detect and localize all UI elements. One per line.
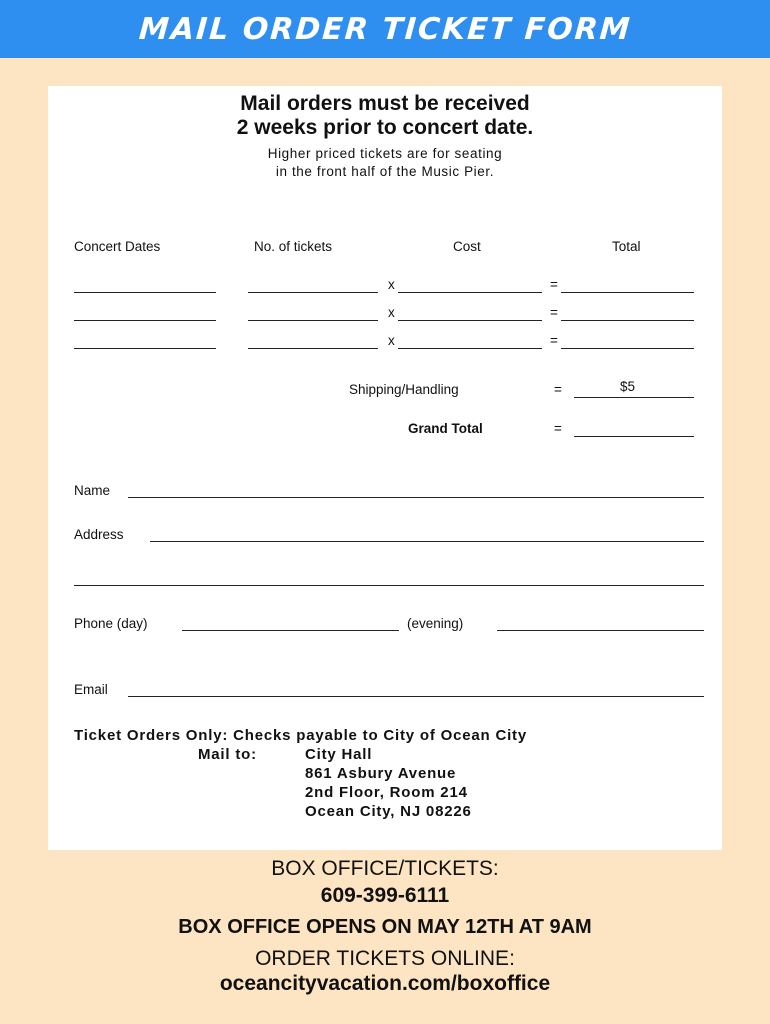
total-field-2[interactable] [561, 320, 694, 321]
address-line: Ocean City, NJ 08226 [305, 803, 472, 820]
phone-evening-field[interactable] [497, 630, 704, 631]
times-sign: x [388, 277, 395, 292]
grand-total-field[interactable] [574, 436, 694, 437]
shipping-value: $5 [620, 379, 636, 394]
shipping-field [574, 397, 694, 398]
column-total: Total [612, 239, 641, 254]
email-label: Email [74, 682, 108, 697]
concert-date-field-3[interactable] [74, 348, 216, 349]
grand-total-label: Grand Total [408, 421, 483, 436]
mail-to-label: Mail to: [198, 746, 257, 763]
shipping-handling-label: Shipping/Handling [349, 382, 459, 397]
order-online-label: ORDER TICKETS ONLINE: [255, 947, 515, 970]
phone-day-field[interactable] [182, 630, 399, 631]
cost-field-1[interactable] [398, 292, 542, 293]
note-line-2: in the front half of the Music Pier. [275, 164, 495, 179]
address-field-2[interactable] [74, 585, 704, 586]
equals-sign: = [550, 277, 558, 292]
heading-line-2: 2 weeks prior to concert date. [236, 116, 534, 139]
times-sign: x [388, 333, 395, 348]
heading-line-1: Mail orders must be received [240, 92, 530, 115]
box-office-label: BOX OFFICE/TICKETS: [271, 857, 499, 880]
phone-day-label: Phone (day) [74, 616, 148, 631]
box-office-url[interactable]: oceancityvacation.com/boxoffice [219, 972, 551, 995]
concert-date-field-1[interactable] [74, 292, 216, 293]
address-field-1[interactable] [150, 541, 704, 542]
form-title: MAIL ORDER TICKET FORM [137, 11, 633, 47]
name-field[interactable] [128, 497, 704, 498]
title-banner [0, 0, 770, 58]
note-line-1: Higher priced tickets are for seating [267, 146, 503, 161]
concert-date-field-2[interactable] [74, 320, 216, 321]
box-office-phone: 609-399-6111 [320, 884, 450, 907]
ticket-count-field-3[interactable] [248, 348, 378, 349]
phone-evening-label: (evening) [407, 616, 464, 631]
equals-sign: = [550, 333, 558, 348]
total-field-3[interactable] [561, 348, 694, 349]
address-label: Address [74, 527, 124, 542]
column-cost: Cost [453, 239, 481, 254]
order-form-card [48, 86, 722, 850]
email-field[interactable] [128, 696, 704, 697]
equals-sign: = [554, 421, 562, 436]
cost-field-3[interactable] [398, 348, 542, 349]
equals-sign: = [554, 382, 562, 397]
equals-sign: = [550, 305, 558, 320]
name-label: Name [74, 483, 111, 498]
times-sign: x [388, 305, 395, 320]
address-line: 861 Asbury Avenue [305, 765, 457, 782]
column-concert-dates: Concert Dates [74, 239, 161, 254]
address-line: City Hall [305, 746, 373, 763]
address-line: 2nd Floor, Room 214 [305, 784, 468, 801]
ticket-count-field-1[interactable] [248, 292, 378, 293]
column-no-of-tickets: No. of tickets [254, 239, 333, 254]
cost-field-2[interactable] [398, 320, 542, 321]
box-office-opens: BOX OFFICE OPENS ON MAY 12TH AT 9AM [178, 916, 592, 938]
ticket-count-field-2[interactable] [248, 320, 378, 321]
ticket-orders-note: Ticket Orders Only: Checks payable to City of Ocean City [74, 727, 527, 744]
total-field-1[interactable] [561, 292, 694, 293]
